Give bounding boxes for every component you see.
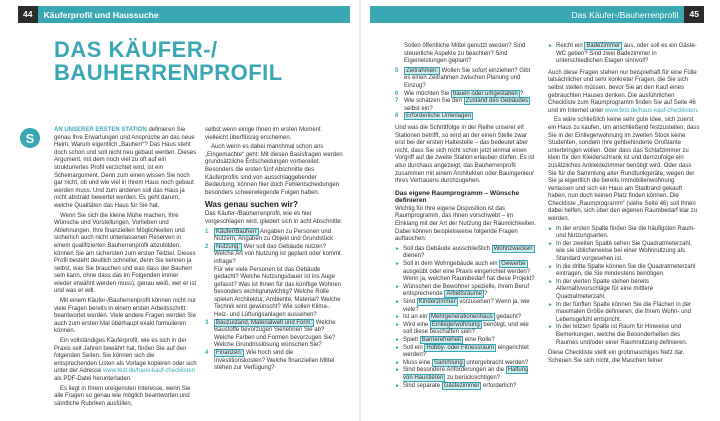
right-page-header (370, 6, 704, 23)
room-questions-list-cont (548, 43, 700, 66)
highlight: Hobby- oder Fitnessraum (426, 344, 495, 351)
highlight: Zeitrahmen: (406, 67, 439, 74)
text: Sind separate (403, 382, 442, 389)
highlight: Haltung von Haustieren (403, 367, 529, 381)
right-section-title: Das Käufer-/Bauherrenprofil (571, 9, 679, 20)
list-item: 7 Wie schätzen Sie den Zustand des Gebäudes selbst ein? (395, 98, 529, 112)
highlight: Badezimmer (586, 43, 621, 49)
list-item: 3 Bauzustand, Materialwelt und Form: Welche Baustoffe bevorzugen Sie/lehnen Sie ab? Welche Farben und Formen bevorzugen Sie? Welche Grundrisslösung wünschen Sie? (205, 319, 336, 349)
column-1 (54, 127, 197, 410)
paragraph: selbst wenn einige Ihnen im ersten Moment vielleicht überflüssig erscheinen. (205, 127, 321, 141)
text: Muss eine (403, 359, 433, 366)
left-page-number: 44 (18, 6, 38, 23)
paragraph: Und was die Schrittfolge in der Reihe unserer elf Stationen betrifft, so wird an der einen Stelle zwar erst bei der ersten Haltestelle – das bedeutet aber nicht, dass Sie sich nicht schon jetzt einmal einen Vorgriff auf die zweite Station erlauben dürfen. Es ist also durchaus angezeigt, das Bauherrenprofil zusammen mit einem Architekten oder Bauingenieur Ihres Vertrauens durchzugehen. (395, 124, 535, 185)
text: Angaben zu Personen und Nutzern, Angaben zu Objekt und Grundstück (214, 228, 334, 243)
paragraph: Auch wenn es dabei manchmal schon ans „Eingemachte“ geht: Mit diesen Basisfragen werden grundsätzliche Entscheidungen vorbereitet. Besonders die ersten fünf Abschnitte des Käuferprofils sind von ausschlaggebender Bedeutung, können hier doch Fehlentscheidungen besonders schwerwiegende Folgen haben. (205, 144, 343, 196)
list-item: 4 Finanzen: Wie hoch sind die Investitionskosten? Welche finanziellen Mittel stehen zur Verfügung? (205, 350, 335, 372)
paragraph: Wenn Sie sich die kleine Mühe machen, Ihre Wünsche und Vorstellungen, Vorlieben und Ablehnungen, Ihre finanziellen Möglichkeiten und sicherlich auch nicht unterlassenen Reserven in einem qualifizierten Bauherrenprofil abzubilden, können Sie am sichersten zum ersten Teilziel. Dieses Profil besteht deutlich schneller, denn Sie kennen ja selbst, was Sie brauchen und was dass der Bauherr sein kann, ohne dass das im Folgenden immer wieder erwähnt werden muss), genau weiß, wer er ist und was er will. (54, 212, 197, 295)
text: Sind besondere Anforderungen an die (403, 367, 506, 374)
highlight: Mehrgenerationenhaus (431, 314, 493, 321)
profile-sections-list (205, 229, 345, 373)
text: Soll das Gebäude ausschließlich (403, 245, 492, 252)
list-item (395, 345, 537, 360)
right-page-number: 45 (684, 6, 704, 23)
text: ? (519, 90, 524, 97)
paragraph: Diese Checkliste stellt ein grobmaschiges Netz dar. Scheuen Sie sich nicht, die Maschen feiner (548, 350, 685, 364)
list-item: ► In der vierten Spalte stehen bereits Alternativvorschläge für eine mittlere Quadratmeterzahl. (548, 279, 700, 302)
text: als PDF-Datei herunterladen. (54, 376, 132, 382)
list-item (395, 383, 537, 391)
highlight: Bauzustand, Materialwelt und Form: (216, 319, 313, 326)
list-item: 5 Zeitrahmen: Wollen Sie sofort einziehen? Gibt es einen Zeitrahmen zwischen Planung und Einzug? (395, 67, 531, 89)
text: erforderlich? (481, 382, 517, 389)
text: ausgeübt oder eine Praxis eingerichtet werden? Wenn ja, welchen Raumbedarf hat diese Projekt? (403, 268, 535, 283)
column-4 (548, 43, 700, 367)
section-heading: Was genau suchen wir? (205, 200, 298, 210)
text: Wie schätzen Sie den (404, 98, 464, 105)
highlight: Nutzung: (216, 243, 241, 250)
highlight: Zustand des Gebäudes (465, 98, 529, 105)
chapter-title-line2: BAUHERRENPROFIL (54, 60, 283, 85)
left-page-header (18, 6, 350, 23)
text: Ist an ein (403, 314, 430, 321)
text: Ein vollständiges Käuferprofil, wie es sich in der Praxis seit Jahren bewährt hat, finden Sie auf den folgenden Seiten. Sie können sich die entsprechenden Listen als Vorlage kopieren oder sich unter der Adresse (54, 338, 197, 375)
chapter-title (54, 38, 344, 84)
text: Wie möchten Sie (404, 90, 452, 97)
text: Reicht ein (556, 43, 585, 49)
paragraph: Es wäre schließlich keine sehr gute Idee, sich zuerst ein Haus zu kaufen, um anschließend festzustellen, dass Sie in der Einliegerwohnung im zweiten Stock keine Studenten, sondern Ihre gehbehinderte Großtante unterbringen wollen. Oder dass das Schlafzimmer zu klein für den Kleiderschrank ist und demzufolge ein zusätzliches Ankleidezimmer benötigt wird. Oder dass Sie für die Sammlung alter Rundfunkgeräte, wegen der Sie ja eigentlich die bereits Immobilienwohnung verlassen und sich ein Haus am Stadtrand gekauft haben, nun doch keinen Platz finden können. Die Checkliste „Raumprogramm“ (siehe Seite 46) soll Ihnen dabei helfen, sich über den eigenen Raumbedarf klar zu werden. (548, 117, 700, 223)
station-badge-icon (20, 128, 40, 148)
intro-text: definieren Sie genau Ihre Erwartungen und Ansprüche an das neue Heim. Warum eigentlich „Bauherr“? Das Haus steht doch schon und soll nicht neu gebaut werden. Dieses Argument, mit dem noch viel zu oft auf ein strukturiertes Profil verzichtet wird, ist ein Scheinargument. Denn zum einen wissen Sie noch gar nicht, ob und wie viel in Ihrem Haus noch gebaut werden muss. Und zum anderen soll das Haus ja nicht abstrakt bewertet werden. Es geht darum, welche Qualitäten das Haus für Sie hat. (54, 127, 197, 209)
text: Wird eine (403, 321, 431, 328)
text: Soll ein (403, 344, 425, 351)
highlight: Gewerbe (501, 261, 526, 268)
column-2 (205, 127, 345, 373)
book-spine (359, 0, 361, 421)
paragraph: Es liegt in Ihrem ureigensten Interesse, wenn Sie alle Fragen so genau wie möglich beantworten und sämtliche Rubriken ausfüllen, (54, 385, 191, 407)
list-item: ► In der fünften Spalte können Sie die Flächen in der maximalen Größe definieren, die Ihrem Wohn- und Lebensgefühl entspricht. (548, 302, 700, 325)
list-item (395, 284, 537, 299)
list-item (395, 246, 537, 261)
text: benötigt, und wie soll diese beschaffen sein? (403, 321, 529, 336)
highlight: Gästezimmer (443, 382, 480, 389)
checklist-link[interactable]: www.test.de/haus-kauf-checklisten (605, 107, 698, 114)
paragraph: Mit einem Käufer-/Bauherrenprofil können nicht nur viele Fragen bereits in einem ersten Arbeitsschritt beantwortet werden. Viele andere Fragen werden Sie auch zum ersten Mal überhaupt exakt formulieren können. (54, 298, 197, 335)
paragraph: Das Käufer-/Bauherrenprofil, wie es hier vorgeschlagen wird, gliedert sich in acht Abschnitte: (205, 211, 343, 225)
list-item (395, 261, 537, 284)
paragraph: Wichtig für Ihre eigene Disposition ist das Raumprogramm, das Ihnen vorschwebt – im Einklang mit der Art der Nutzung der Räumlichkeiten. Dabei können beispielsweise folgende Fragen auftauchen: (395, 205, 537, 243)
list-item (395, 299, 537, 314)
section-heading: Das eigene Raumprogramm – Wünsche definieren (395, 189, 520, 205)
text: eingerichtet werden? (403, 344, 529, 359)
highlight: Sammlung (434, 359, 463, 366)
highlight: Finanzen: (216, 350, 243, 357)
intro-paragraph (54, 127, 197, 211)
text: Wollen Sie sofort einziehen? Gibt es einen Zeitrahmen zwischen Planung und Einzug? (404, 67, 531, 89)
checklist-link[interactable]: www.test.de/haus-kauf-checklisten (103, 368, 196, 375)
highlight: Arbeitsräume (446, 291, 483, 298)
list-item (395, 322, 537, 337)
highlight: Käufer/Bauherr (216, 228, 257, 235)
text: Sind (403, 299, 417, 305)
text: dienen? (403, 253, 425, 260)
list-item: 6 Wie möchten Sie bauen oder umgestalten ? (395, 90, 524, 97)
text: Wünschen die Bewohner spezielle, ihrem Beruf entsprechende (403, 283, 530, 298)
list-item (395, 367, 537, 382)
paragraph (548, 70, 700, 116)
text: Wer soll das Gebäude nutzen? Welche Art von Nutzung ist geplant oder kommt infrage? (214, 243, 341, 265)
checklist-columns-list (548, 226, 700, 348)
text: gedacht? (494, 314, 522, 321)
station-badge-letter: S (25, 130, 35, 146)
room-questions-list (395, 246, 537, 390)
left-section-title: Käuferprofil und Haussuche (43, 9, 159, 20)
highlight: bauen oder umgestalten (453, 90, 518, 97)
text: Welche Baustoffe bevorzugen Sie/lehnen Sie ab? Welche Farben und Formen bevorzugen Sie? Welche Grundrisslösung wünschen Sie? (214, 319, 336, 349)
text: vorzusehen? Wenn ja, wie viele? (403, 299, 530, 313)
list-item: ► In der zweiten Spalte sehen Sie Quadratmeterzahl, wie sie üblicherweise bei einer Wohnnutzung als Standard vorgesehen ist. (548, 241, 700, 264)
text: Auch diese Fragen stehen nur beispielhaft für eine Fülle tatsächlicher und sehr konkreter Fragen, die Sie sich selbst stellen müssen, bevor Sie an den Kauf eines gebrauchten Hauses denken. Die ausführlichen Checkliste zum Raumprogramm finden Sie auf Seite 46 und im Internet unter (548, 69, 697, 114)
highlight: Einliegerwohnung (432, 321, 480, 328)
profile-sections-list-cont (395, 68, 537, 121)
list-item: ► In der ersten Spalte finden Sie die häufigsten Raum- und Nutzungsarten. (548, 226, 700, 241)
list-item: 8 Erforderliche Unterlagen (395, 113, 472, 120)
highlight: Erforderliche Unterlagen (406, 113, 472, 120)
list-item: 2 Nutzung: Wer soll das Gebäude nutzen? Welche Art von Nutzung ist geplant oder kommt infrage? Für wie viele Personen ist das Gebäude gedacht? Welche Nutzungsdauer ist ins Auge gefasst? Was ist Ihnen für das künftige Wohnen besonders wichtig/unwichtig? Welche Rolle spielen Architektur, Ambiente, Material? Welche Technik wird gewünscht? Wie sollen Klima-, Heiz- und Lüftungsanlagen aussehen? (205, 243, 342, 319)
text: selbst ein? (404, 105, 433, 112)
list-item: ► In der letzten Spalte ist Raum für Hinweise und Bemerkungen, welche die Besonderheiten des Raumes und/oder einer Raumnutzung definieren. (548, 324, 700, 347)
list-item: ► In die dritte Spalte können Sie die Quadratmeterzahl eintragen, die Sie mindestens benötigen. (548, 264, 700, 279)
highlight: Wohnzwecken (493, 245, 533, 252)
text: zu berücksichtigen? (445, 374, 501, 381)
list-item: 1 Käufer/Bauherr Angaben zu Personen und Nutzern, Angaben zu Objekt und Grundstück (205, 228, 334, 243)
lead-in: AN UNSERER ERSTEN STATION (54, 127, 147, 133)
column-3 (395, 43, 537, 390)
paragraph: Sollen öffentliche Mittel genutzt werden? Sind steuerliche Aspekte zu beachten? Sind Eigenleistungen geplant? (404, 43, 526, 65)
text: Für wie viele Personen ist das Gebäude gedacht? Welche Nutzungsdauer ist ins Auge gefasst? Was ist Ihnen für das künftige Wohnen besonders wichtig/unwichtig? Welche Rolle spielen Architektur, Ambiente, Material? Welche Technik wird gewünscht? Wie sollen Klima-, Heiz- und Lüftungsanlagen aussehen? (214, 266, 342, 319)
paragraph (54, 338, 197, 384)
chapter-title-line1: DAS KÄUFER-/ (54, 37, 218, 62)
text: untergebracht werden? (464, 359, 529, 366)
text: ? (484, 291, 488, 298)
highlight: Kinderzimmer (418, 299, 456, 305)
text: aus, oder soll es ein Gäste-WC geben? Sind zwei Badezimmer in unterschiedlichen Etagen sinnvoll? (556, 43, 697, 65)
text: Wie hoch sind die Investitionskosten? Welche finanziellen Mittel stehen zur Verfügung? (214, 350, 335, 372)
text: eine Rolle? (463, 336, 495, 343)
text: Spielt (403, 336, 420, 343)
highlight: Barrierefreiheit (421, 336, 462, 343)
text: . (697, 107, 699, 114)
text: Soll in dem Wohngebäude auch ein (403, 261, 500, 268)
list-item (548, 43, 700, 66)
